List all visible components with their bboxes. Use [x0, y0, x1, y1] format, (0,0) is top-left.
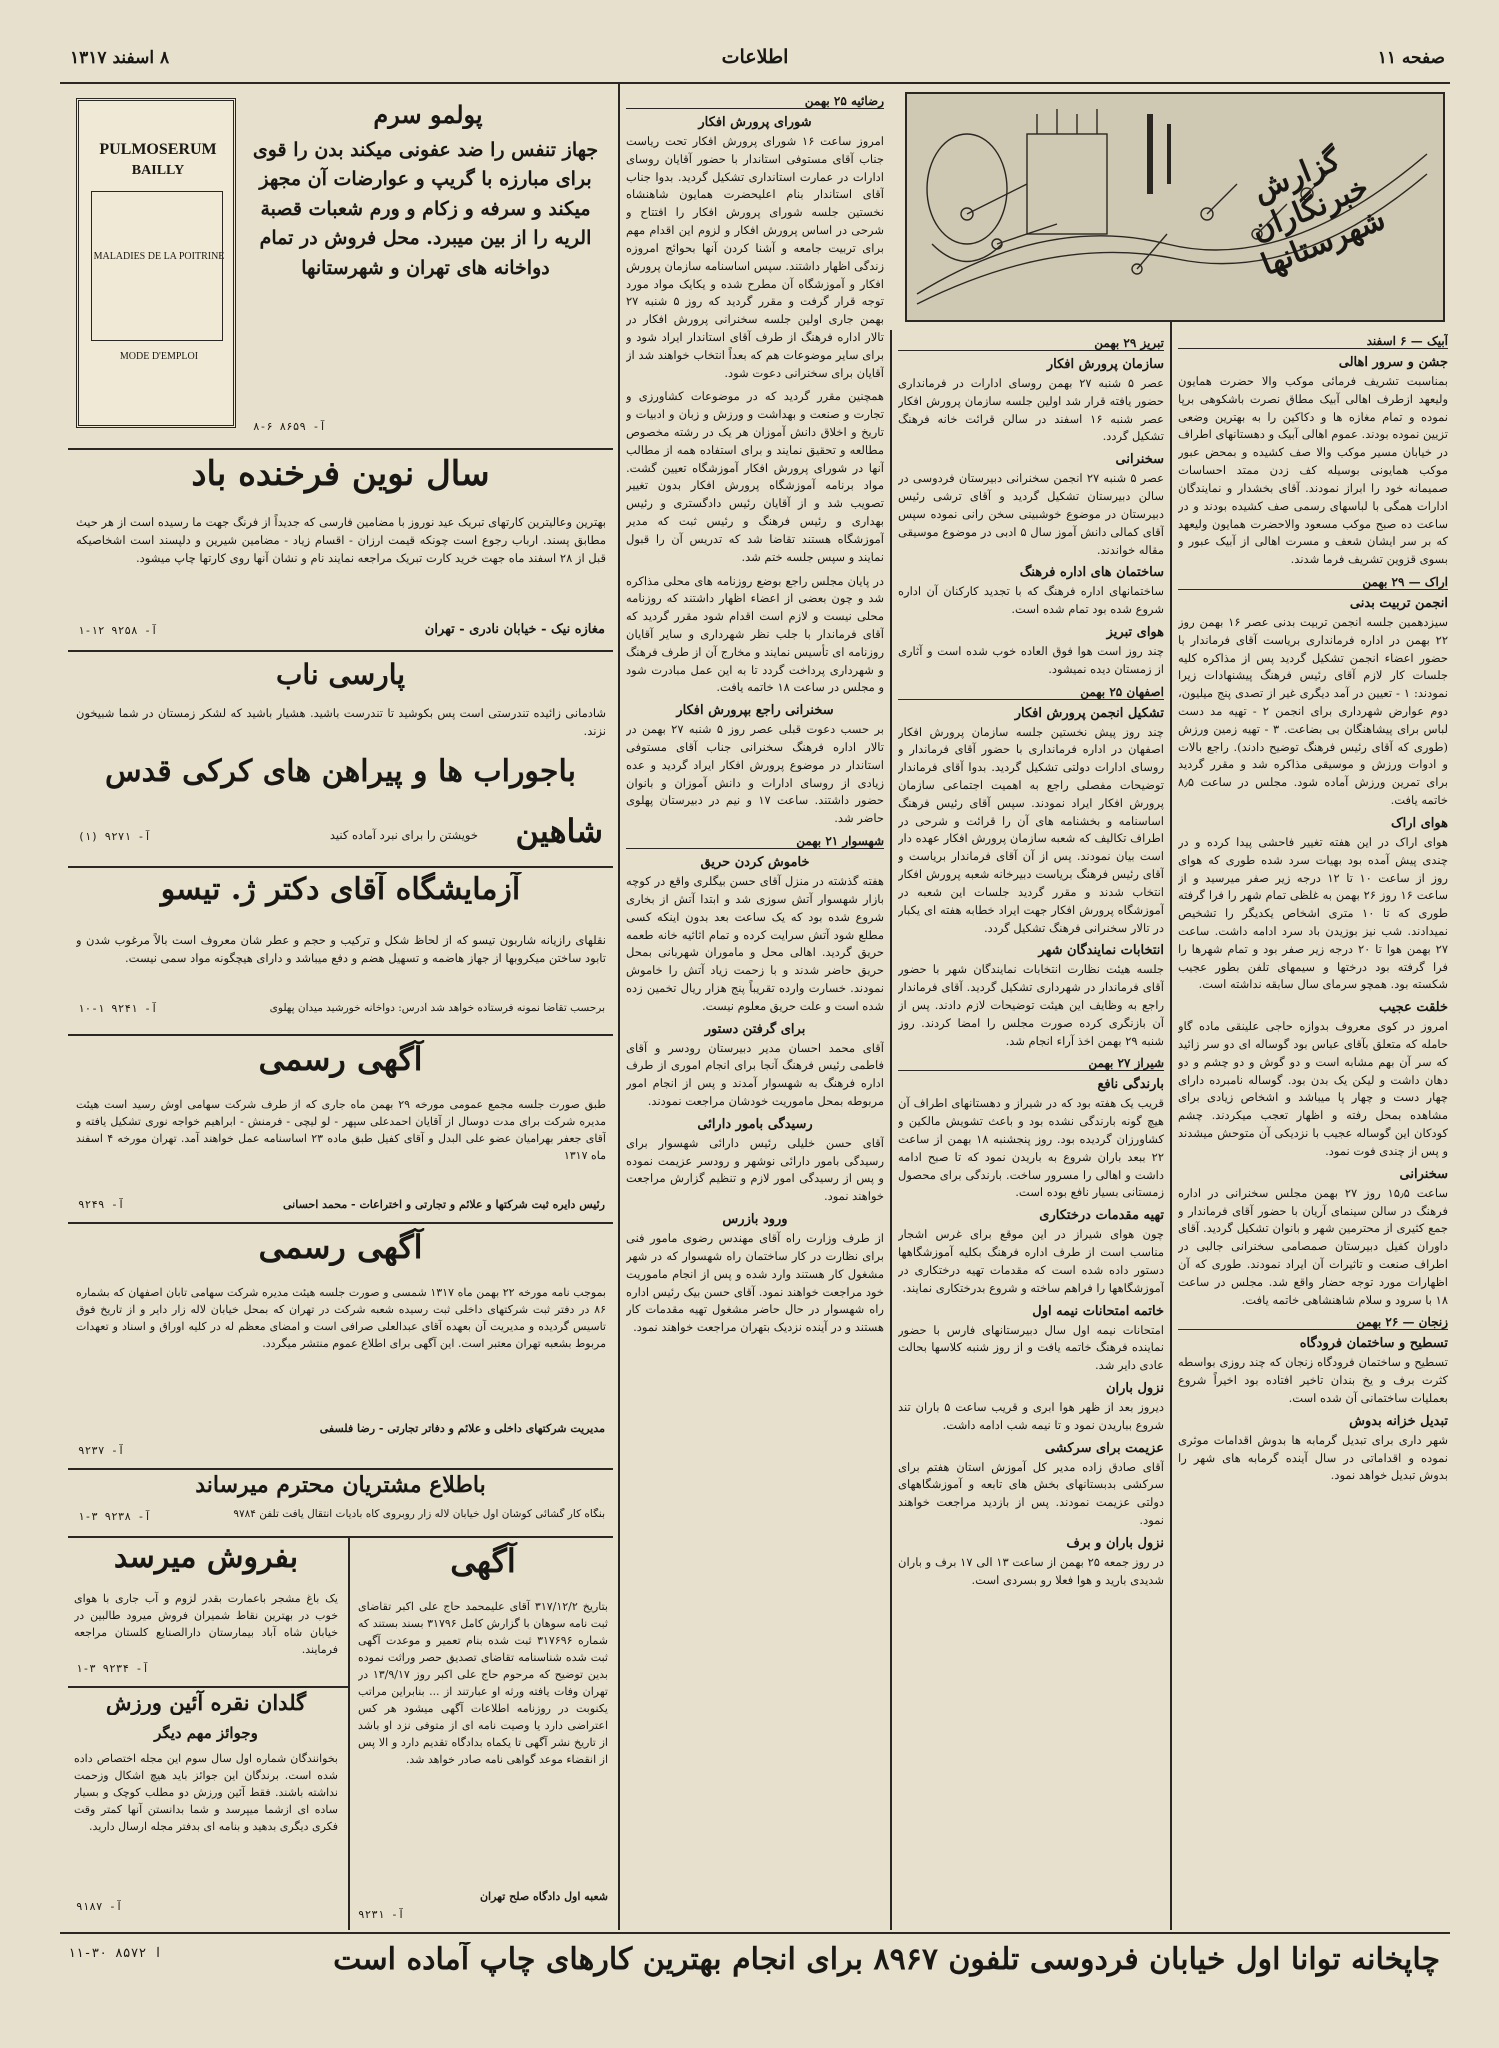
- shahin-brand: شاهین: [515, 812, 603, 850]
- article-inspection-trip: آقای صادق زاده مدیر کل آموزش استان هفتم برای سرکشی بدبستانهای بخش های تابعه و آموزشگاههای دولتی عزیمت نمودند. پس از بازدید مراجعت خواهند نمود.: [898, 1459, 1164, 1527]
- headline-rezaieh-lecture: سخنرانی راجع بپرورش افکار: [676, 703, 834, 719]
- ad-parsi-nab: [68, 654, 613, 750]
- headline-lecture: سخنرانی: [1399, 1166, 1448, 1182]
- headline-tabriz-lecture: سخنرانی: [1115, 452, 1164, 468]
- ad-rule-3: [68, 866, 613, 868]
- article-fire: هفته گذشته در منزل آقای حسن بیگلری واقع در کوچه بازار شهسوار آتش سوزی شد و ابتدا آتش از بخاری شروع شده بود که یک ساعت بعد بدون اینکه کسی مطلع شود آتش سرایت کرده و تمام اثاثیه خانه طعمه حریق گردید. اهالی محل و ماموران شهربانی بمحل حریق حاضر شدند و با زحمت زیاد آتش را خاموش نمودند. خسارت وارده تقریباً پنج هزار ریال تخمین زده شده است و علت حریق معلوم نیست.: [626, 874, 884, 1013]
- parsi-nab-body: شادمانی زائیده تندرستی است پس بکوشید تا تندرست باشید. هشیار باشید که لشکر زمستان در شما شبیخون نزند.: [76, 706, 606, 739]
- pulmoserum-label1: MALADIES DE LA POITRINE: [93, 251, 225, 262]
- for-sale-code: آ- ۹۲۳۴ ۳-۱: [76, 1662, 149, 1675]
- dateline-abyek: آبیک — ۶ اسفند: [1178, 334, 1448, 349]
- article-lecture: ساعت ۱۵٫۵ روز ۲۷ بهمن مجلس سخنرانی در اداره فرهنگ در سالن سینمای آریان با حضور آقای فرماندار و جمع کثیری از محترمین شهر و بانوان تشکیل گردید. آقای داوران کفیل دبیرستان صمصامی سخنرانی جالبی در اطراف صنعت و تاثیرات آن ایراد نمودند. طوری که آن اظهارات مورد توجه حضار واقع شد. مجلس در ساعت ۱۸ با سرود و سلام شاهنشاهی خاتمه یافت.: [1178, 1185, 1448, 1307]
- article-rainfall: دیروز بعد از ظهر هوا ابری و قریب ساعت ۵ باران تند شروع بباریدن نمود و تا نیمه شب ادامه داشت.: [898, 1399, 1164, 1432]
- pulmoserum-brand: PULMOSERUM: [99, 141, 217, 158]
- dateline-shiraz: شیراز ۲۷ بهمن: [898, 1056, 1164, 1071]
- ad-official-2: [68, 1226, 613, 1466]
- for-sale-title: بفروش میرسد: [113, 1540, 299, 1575]
- headline-celebration: جشن و سرور اهالی: [1338, 355, 1448, 370]
- article-rain-snow: در روز جمعه ۲۵ بهمن از ساعت ۱۳ الی ۱۷ برف و باران شدیدی بارید و هوا فعلا رو بسردی است.: [898, 1554, 1164, 1587]
- ad-new-year: [68, 452, 613, 648]
- headline-tabriz-org: سازمان پرورش افکار: [1046, 357, 1164, 372]
- ad-printing-house: [60, 1936, 1450, 2000]
- new-year-code: آ- ۹۲۵۸ ۱۲-۱: [78, 624, 158, 637]
- court-notice-title: آگهی: [450, 1542, 516, 1580]
- ad-rule-5: [68, 1222, 613, 1224]
- official-2-body: بموجب نامه مورخه ۲۲ بهمن ماه ۱۳۱۷ شمسی و صورت جلسه هیئت مدیره شرکت سهامی تابان اصفهان که بشماره ۸۶ در دفتر ثبت شرکتهای داخلی ثبت رسیده شعبه شرکت در تهران که بمحل خیابان لاله زار دایر و از تاریخ فوق تاسیس گردیده و مدیریت آن بعهده آقای عبدالعلی صرافی است و امضای معظم له در کلیه اوراق و اسناد و تعهدات مربوط بشعبه تهران معتبر است. این آگهی برای اطلاع عموم منتشر میگردد.: [76, 1286, 606, 1351]
- court-notice-signature: شعبه اول دادگاه صلح تهران: [479, 1890, 608, 1903]
- parsi-nab-title: پارسی ناب: [275, 658, 406, 691]
- ad-court-notice: [354, 1540, 612, 1930]
- article-bathhouse: شهر داری برای تبدیل گرمابه ها بدوش اقدامات موثری نموده و اقداماتی در سال آینده گرمابه های شهر را بدوش تبدیل خواهد نمود.: [1178, 1432, 1448, 1483]
- tisso-address: برحسب تقاضا نمونه فرستاده خواهد شد آدرس: دواخانه خورشید میدان پهلوی: [269, 1002, 605, 1014]
- dateline-arak: اراک — ۲۹ بهمن: [1178, 575, 1448, 590]
- ad-ain-varzesh: [68, 1690, 344, 1930]
- masthead-rule: [60, 82, 1450, 84]
- ain-varzesh-body: بخوانندگان شماره اول سال سوم این مجله اختصاص داده شده است. برندگان این جوائز باید هیچ اشکال وزحمت نداشته باشند. فقط آئین ورزش دو مطلب کوچک و بسیار ساده ای ازشما میپرسد و شما بدانستن آنها کمتر وقت فکری دیگری بدهید و بنامه ای بدفتر مجله ارسال دارید.: [74, 1752, 338, 1834]
- article-tabriz-lecture: عصر ۵ شنبه ۲۷ انجمن سخنرانی دبیرستان فردوسی در سالن دبیرستان تشکیل گردید و آقای ترشی رئیس دبیرستان در موضوع خوشبینی سخن رانی نموده سپس آقای کمالی دانش آموز سال ۵ ادبی در موضوع موسیقی مقاله خواندند.: [898, 471, 1164, 557]
- ain-varzesh-code: آ- ۹۱۸۷: [76, 1900, 123, 1913]
- headline-finance: رسیدگی بامور دارائی: [697, 1116, 813, 1132]
- label-frame: [91, 191, 223, 341]
- new-year-title: سال نوین فرخنده باد: [191, 454, 490, 494]
- headline-rainfall: نزول باران: [1105, 1380, 1164, 1396]
- pulmoserum-bottle-label: [76, 98, 236, 428]
- headline-elections: انتخابات نمایندگان شهر: [1038, 943, 1164, 959]
- ad-rule-7: [68, 1536, 613, 1538]
- official-1-body: طبق صورت جلسه مجمع عمومی مورخه ۲۹ بهمن ماه جاری که از طرف شرکت سهامی اوش رسید است هیئت مدیره شرکت برای مدت دوسال از آقایان احمدعلی سپهر - لو لیچی - فرمنش - ابراهیم خواجه نوری تشکیل یافته و آقای جعفر بهرامیان عضو علی البدل و آقای کفیل طبق ماده ۲۳ اساسنامه عمل خواهند آمد. تهران مورخه ۴ اسفند ماه ۱۳۱۷: [76, 1098, 606, 1163]
- ain-varzesh-title: گلدان نقره آئین ورزش: [105, 1690, 307, 1715]
- shahin-tagline: خویشتن را برای نبرد آماده کنید: [329, 828, 478, 842]
- headline-fire: خاموش کردن حریق: [700, 855, 810, 871]
- ad-rule-1: [68, 448, 613, 450]
- col-sep-1: [1170, 290, 1172, 1930]
- tisso-code: آ- ۹۲۴۱ ۱-۱۰: [78, 1002, 158, 1015]
- headline-rain-snow: نزول باران و برف: [1066, 1535, 1164, 1551]
- official-1-code: آ- ۹۲۴۹: [78, 1198, 125, 1211]
- shahin-code: آ- ۹۲۷۱ (۱): [78, 830, 151, 843]
- article-arak-weather: هوای اراک در این هفته تغییر فاحشی پیدا کرده و در چندی پیش آمده بود بهیات سرد شده طوری که هوای روز از ساعت ۱۰ تا ۱۲ درجه زیر صفر میرسید و از ساعت ۱۶ روز ۲۶ بهمن به غلظی تمام شهر را فرا گرفته طوری که تا ۱۰ متری اشخاص یکدیگر را تشخیص نمیدادند. شب نیز بوزیدن باد سرد ادامه داشت. ساعت ۲۷ بهمن هوا تا ۲۰ درجه زیر صفر بود و تمام شهرها را فرا گرفته بود درختها و سیمهای تلفن بطور عجیب شکسته بود. همچو سرمای سال سابقه نداشته است.: [1178, 834, 1448, 992]
- tisso-title: آزمایشگاه آقای دکتر ژ. تیسو: [160, 872, 521, 907]
- column-left-news: [626, 90, 884, 1930]
- ain-varzesh-subtitle: وجوائز مهم دیگر: [154, 1724, 258, 1742]
- headline-airfield: تسطیح و ساختمان فرودگاه: [1299, 1336, 1448, 1352]
- dateline-zanjan: زنجان — ۲۶ بهمن: [1178, 1315, 1448, 1330]
- issue-date: ۸ اسفند ۱۳۱۷: [70, 48, 170, 68]
- article-instructions: آقای محمد احسان مدیر دبیرستان رودسر و آقای فاطمی رئیس فرهنگ آنجا برای انجام اموری از طرف اداره فرهنگ به شهسوار آمدند و پس از انجام امور مربوطه بمحل ماموریت خودشان مراجعت نمودند.: [626, 1040, 884, 1108]
- correspondents-illustration: [905, 92, 1445, 322]
- article-tabriz-org: عصر ۵ شنبه ۲۷ بهمن روسای ادارات در فرمانداری حضور یافته قرار شد اولین جلسه سازمان پرورش افکار عصر شنبه ۱۶ اسفند در سالن قرائت خانه فرهنگ تشکیل گردد.: [898, 376, 1164, 444]
- ad-shahin: [68, 752, 613, 862]
- headline-physical-education: انجمن تربیت بدنی: [1349, 595, 1448, 611]
- article-council: امروز ساعت ۱۶ شورای پرورش افکار تحت ریاست جناب آقای مستوفی استاندار با حضور آقایان روسای ادارات در عمارت استانداری تشکیل گردید. بدوا جناب آقای استاندار بنام اعلیحضرت همایون شاهنشاه نخستین جلسه شورای پرورش افکار را افتتاح و شرحی در اساس پرورش افکار و لزوم این اقدام مهم برای تربیت جامعه و آشنا کردن آنها بحوائج امروزه زندگی اظهار داشتند. سپس اساسنامه سازمان پرورش افکار و آموزشگاه آن مطرح شده و یکایک مواد مورد توجه قرار گرفت و مقرر گردید که روز ۵ شنبه ۲۷ بهمن جاری اولین جلسه سخنرانی پرورش افکار در تالار اداره فرهنگ از طرف آقای استاندار ایراد شود و برای سایر موضوعات هم که بعداً انتخاب خواهند شد از آقایان برای سخنرانی دعوت شود.: [626, 134, 884, 380]
- article-finance: آقای حسن خلیلی رئیس دارائی شهسوار برای رسیدگی بامور دارائی نوشهر و رودسر عزیمت نموده و پس از رسیدگی امور لازم و تنظیم گزارش مراجعت خواهند نمود.: [626, 1135, 884, 1204]
- article-inspector: از طرف وزارت راه آقای مهندس رضوی مامور فنی برای نظارت در کار ساختمان راه شهسوار که در شهر مشغول کار هستند وارد شده و پس از انجام ماموریت خود مراجعت خواهند نمود. آقای حسن بیک رئیس اداره راه شهسوار در حال حاضر مشغول تهیه مقدمات کار هستند و در آینده نزدیک بتهران مراجعت خواهند نمود.: [626, 1231, 884, 1335]
- ad-bottom-divider: [348, 1538, 350, 1930]
- pulmoserum-body: جهاز تنفس را ضد عفونی میکند بدن را قوی برای مبارزه با گریپ و عوارضات آن مجهز میکند و سرفه و زکام و ورم شعبات قصبة الریه را از بین میبرد. محل فروش در تمام دواخانه های تهران و شهرستانها: [252, 139, 599, 279]
- court-notice-body: بتاریخ ۳۱۷/۱۲/۲ آقای علیمحمد حاج علی اکبر تقاضای ثبت نامه سوهان با گزارش کامل ۳۱۷۹۶ بسند بستند که شماره ۳۱۷۶۹۶ ثبت شده بنام تعمیر و موعدت آگهی ثبت شده شناسنامه تقاضای تصدیق حصر وراثت نموده بدین توضیح که مرحوم حاج علی اکبر روز ۱۳/۹/۱۷ در تهران وفات یافته ورثه او عبارتند از ... بنابراین مراتب یکنوبت در روزنامه اطلاعات آگهی میشود هر کس اعتراضی دارد یا وصیت نامه ای از متوفی نزد او باشد از تاریخ نشر آگهی تا یکماه بدادگاه تقدیم دارد و الا پس از انقضاء موعد گواهی نامه صادر خواهد شد.: [358, 1600, 608, 1767]
- col-sep-2: [890, 330, 892, 1930]
- column-right: [1178, 330, 1448, 1930]
- ad-rule-6: [68, 1468, 613, 1470]
- ad-tisso: [68, 870, 613, 1030]
- column-middle: [898, 332, 1164, 1930]
- customer-notice-body: بنگاه کار گشائی کوشان اول خیابان لاله زار روبروی کاه بادیات انتقال یافت تلفن ۹۷۸۴: [233, 1508, 605, 1520]
- official-2-code: آ- ۹۲۳۷: [78, 1444, 125, 1457]
- printing-house-code: آ ۸۵۷۲ ۳۰-۱۱: [68, 1946, 162, 1961]
- headline-rain: بارندگی نافع: [1097, 1077, 1164, 1093]
- article-culture-buildings: ساختمانهای اداره فرهنگ که با تجدید کارکنان آن اداره شروع شده بود تمام شده است.: [898, 584, 1164, 617]
- customer-notice-code: آ- ۹۲۳۸ ۳-۱: [78, 1510, 151, 1523]
- customer-notice-title: باطلاع مشتریان محترم میرساند: [195, 1472, 486, 1498]
- new-year-body: بهترین وعالیترین کارتهای تبریک عید نوروز با مضامین فارسی که جدیداً از فرنگ جهت ما رسیده است از هر حیث مطابق پسند. ارباب رجوع است چونکه قیمت ارزان - اقسام زیاد - مضامین شیرین و دلپسند است اشخاصیکه قبل از ۲۸ اسفند ماه جهت خرید کارت تبریک مراجعه نمایند نام و نشان آنها روی کارتها چاپ میشود.: [76, 515, 606, 565]
- ad-rule-8: [68, 1686, 348, 1688]
- headline-instructions: برای گرفتن دستور: [704, 1021, 806, 1037]
- article-tabriz-weather: چند روز است هوا فوق العاده خوب شده است و آثاری از زمستان دیده نمیشود.: [898, 643, 1164, 676]
- illustration-caption: گزارش خبرنگاران شهرستانها: [1246, 142, 1391, 284]
- headline-bathhouse: تبدیل خزانه بدوش: [1349, 1413, 1448, 1429]
- page-number: صفحه ۱۱: [1377, 48, 1445, 68]
- pulmoserum-maker: BAILLY: [131, 163, 185, 178]
- ad-pulmoserum: [68, 90, 613, 445]
- article-airfield: تسطیح و ساختمان فرودگاه زنجان که چند روزی بواسطه کثرت برف و یخ بندان تاخیر افتاده بود اخیراً شروع بعملیات ساختمانی آن شده است.: [1178, 1355, 1448, 1405]
- article-rezaieh-lecture: بر حسب دعوت قبلی عصر روز ۵ شنبه ۲۷ بهمن در تالار اداره فرهنگ سخنرانی جناب آقای مستوفی استاندار در موضوع پرورش افکار ایراد گردید و عده زیادی از روسای ادارات و دانش آموزان و بانوان حضور داشتند. ساعت ۱۷ و نیم در دبیرستان پهلوی حاضر شد.: [626, 722, 884, 826]
- headline-strange-creature: خلقت عجیب: [1378, 1000, 1448, 1016]
- bottom-rule: [60, 1932, 1450, 1934]
- headline-isfahan-org: تشکیل انجمن پرورش افکار: [1014, 705, 1164, 721]
- article-isfahan-org: چند روز پیش نخستین جلسه سازمان پرورش افکار اصفهان در اداره فرمانداری با حضور آقای فرماندار و روسای ادارات دولتی تشکیل گردید. بدوا آقای فرماندار توضیحات مفصلی راجع به اهمیت اجتماعی سازمان پرورش افکار ایراد نمودند. سپس آقای رئیس فرهنگ اساسنامه و بخشنامه های آن را قرائت و شرحی در اطراف تکالیف که شعبه سازمان پرورش افکار عهده دار است بیان نمودند. پس از آن آقای فرماندار بریاست و آقای رئیس فرهنگ بریاست دبیرخانه شعبه پرورش افکار انتخاب شدند و مقرر گردید جلسات این شعبه در آموزشگاه پرورش افکار جهت ایراد خطابه هفته ای یکبار در تالار سخنرانی فرهنگ تشکیل گردد.: [898, 724, 1164, 935]
- official-2-title: آگهی رسمی: [258, 1228, 423, 1266]
- article-physical-education: سیزدهمین جلسه انجمن تربیت بدنی عصر ۱۶ بهمن روز ۲۲ بهمن در اداره فرمانداری بریاست آقای فرماندار با حضور اعضاء انجمن تشکیل گردید پس از مذاکره کلیه جلسات کار لازم آقای رئیس فرهنگ پیشنهادات زیرا نمودند: ۱ - تعیین در آمد دیگری غیر از تصدی پنج میلیون، دوم عوارض شهرداری برای انجمن ۲ - تهیه مد دست لباس برای پیشاهنگان بی بضاعت. ۳ - تهیه زمین ورزش (طوری که آقای رئیس فرهنگ توضیح دادند). راجع بالات و ادوات ورزش و موسیقی مذاکره شد و مقرر گردید برای تمرین ورزش آماده شود. مجلس در ساعت ۸٫۵ خاتمه یافت.: [1178, 614, 1448, 808]
- court-notice-code: آ- ۹۲۳۱: [358, 1908, 405, 1921]
- headline-culture-buildings: ساختمان های اداره فرهنگ: [1019, 565, 1164, 581]
- headline-arak-weather: هوای اراک: [1390, 815, 1448, 831]
- official-1-signature: رئیس دایره ثبت شرکتها و علائم و تجارتی و اختراعات - محمد احسانی: [283, 1198, 605, 1211]
- headline-exams: خاتمه امتحانات نیمه اول: [1032, 1303, 1164, 1319]
- article-council-3: در پایان مجلس راجع بوضع روزنامه های محلی مذاکره شد و چون بعضی از اعضاء اظهار داشتند که روزنامه محلی نیست و لازم است اقدام شود مقرر گردید که آقای فرماندار با جلب نظر شهرداری و سایر آقایان روزنامه ای تأسیس نمایند و مخارج آن از طرف فرهنگ و شهرداری پرداخت گردد تا به این عمل مبادرت شود و مجلس در ساعت ۱۸ خاتمه یافت.: [626, 573, 884, 695]
- headline-tabriz-weather: هوای تبریز: [1106, 624, 1164, 640]
- article-council-2: همچنین مقرر گردید که در موضوعات کشاورزی و تجارت و صنعت و بهداشت و ورزش و زبان و ادبیات و تاریخ و اخلاق دانش آموزان هر یک در رشته مخصوص مطالعه و تحقیق نمایند و برای استفاده همه از مطالب آنها در شورای پرورش افکار آموزشگاه تعیین گشت. مواد برنامه آموزشگاه پرورش افکار بدون تغییر تصویب شد و از آقایان رئیس دادگستری و رئیس بهداری و رئیس فرهنگ و رئیس ثبت که مدیر آموزشگاه هستند تقاضا شد که تدریس آن را قبول نمایند و سپس جلسه ختم شد.: [626, 389, 884, 564]
- ad-rule-2: [68, 650, 613, 652]
- shahin-title: باجوراب ها و پیراهن های کرکی قدس: [105, 754, 576, 789]
- ad-rule-4: [68, 1034, 613, 1036]
- article-rain: قریب یک هفته بود که در شیراز و دهستانهای اطراف آن هیچ گونه بارندگی نشده بود و باعث تشویش مالکین و کشاورزان گردیده بود. روز پنجشنبه ۱۸ بهمن از ساعت ۲۲ ببعد باران شروع به باریدن نمود که تا صبح ادامه داشت و اهالی را مسرور ساخت. بارندگی برای محصول زمستانی بسیار نافع بوده است.: [898, 1096, 1164, 1200]
- ad-customer-notice: [68, 1472, 613, 1534]
- pulmoserum-code: آ- ۸۶۵۹ ۶-۸: [253, 420, 326, 433]
- headline-council: شورای پرورش افکار: [698, 115, 812, 130]
- col-sep-3: [618, 84, 620, 1930]
- official-1-title: آگهی رسمی: [258, 1040, 423, 1078]
- ad-official-1: [68, 1038, 613, 1218]
- ad-for-sale: [68, 1540, 344, 1682]
- paper-name: اطلاعات: [721, 46, 789, 68]
- masthead: [60, 40, 1450, 80]
- dateline-rezaieh: رضائیه ۲۵ بهمن: [626, 94, 884, 109]
- article-tree-planting: چون هوای شیراز در این موقع برای غرس اشجار مناسب است از طرف اداره فرهنگ بکلیه آموزشگاهها دستور داده شده است که مقدمات تهیه درختکاری در آموزشگاهها را فراهم ساخته و شروع بدرختکاری نمایند.: [898, 1227, 1164, 1295]
- dateline-shahsavar: شهسوار ۲۱ بهمن: [626, 834, 884, 849]
- article-strange-creature: امروز در کوی معروف بدوازه حاجی علینقی ماده گاو حامله که متعلق بآقای عباس بود گوساله ای دو سر زائید که سر آن بهم مشابه است و دو گوش و دو چشم و دو دهان داشت و لیکن یک بدن بود. گوساله نامبرده دارای چهار دست و چهار پا میباشد و اشخاص زیادی برای مشاهده بمحل رفته و اظهار تعجب میکردند. چشم کودکان این گوساله عجیب با نزدیکی آن متوحش میشدند و پس از چندی فوت نمود.: [1178, 1019, 1448, 1158]
- article-exams: امتحانات نیمه اول سال دبیرستانهای فارس با حضور نماینده فرهنگ خاتمه یافت و از روز شنبه کلاسها بحالت عادی دایر شد.: [898, 1322, 1164, 1373]
- tisso-body: نقلهای رازیانه شاربون تیسو که از لحاظ شکل و ترکیب و حجم و عطر شان معروف است بالاً مرغوب شدن و تابود ساختن میکروبها از جهاز هاضمه و تسهیل هضم و دفع میباشد و دارای هیچگونه مواد سمی نیست.: [76, 933, 606, 965]
- headline-inspector: ورود بازرس: [722, 1212, 788, 1228]
- dateline-isfahan: اصفهان ۲۵ بهمن: [898, 685, 1164, 700]
- article-elections: جلسه هیئت نظارت انتخابات نمایندگان شهر با حضور آقای فرماندار در شهرداری تشکیل گردید. آقای فرماندار راجع به وظایف این هیئت توضیحات لازم دادند. پس از آن بازنگری کرده صورت مجلس را امضا کردند. روز شنبه ۲۹ بهمن اخذ آراء انجام شد.: [898, 962, 1164, 1048]
- article-celebration: بمناسبت تشریف فرمائی موکب والا حضرت همایون ولیعهد ازطرف اهالی آبیک مطاق نصرت باشکوهی برپا نموده و تمام مغازه ها و دکاکین را به بهترین وضعی تزیین نموده بودند. عموم اهالی آبیک و دهستانهای اطراف در خیابان مسیر موکب والا صف کشیده و بمحض عبور موکب همایونی بوسیله کف زدن ممتد احساسات صمیمانه خود را ابراز نمودند. آقای بخشدار و نمایندگان ادارات همگی با لباسهای رسمی صف کشیده بودند و در ساعت ده صبح موکب مسعود والاحضرت همایون ولیعهد که بر سر ایشان شعف و مسرت اهالی از آبیک عبور و بسوی قزوین تشریف فرما شدند.: [1178, 374, 1448, 567]
- headline-tree-planting: تهیه مقدمات درختکاری: [1039, 1208, 1164, 1224]
- for-sale-body: یک باغ مشجر باعمارت بقدر لزوم و آب جاری با هوای خوب در بهترین نقاط شمیران فروش میرود طالبین در خیابان شاه آباد بیمارستان دارالصنایع کلستان مراجعه فرمایند.: [74, 1592, 338, 1657]
- new-year-address: مغازه نیک - خیابان نادری - تهران: [424, 622, 605, 637]
- dateline-tabriz: تبریز ۲۹ بهمن: [898, 336, 1164, 351]
- printing-house-text: چاپخانه توانا اول خیابان فردوسی تلفون ۸۹۶۷ برای انجام بهترین کارهای چاپ آماده است: [333, 1942, 1440, 1977]
- pulmoserum-label2: MODE D'EMPLOI: [119, 351, 199, 362]
- pulmoserum-title: پولمو سرم: [373, 100, 483, 129]
- official-2-signature: مدیریت شرکتهای داخلی و علائم و دفاتر تجارتی - رضا فلسفی: [319, 1422, 605, 1435]
- headline-inspection-trip: عزیمت برای سرکشی: [1044, 1440, 1164, 1456]
